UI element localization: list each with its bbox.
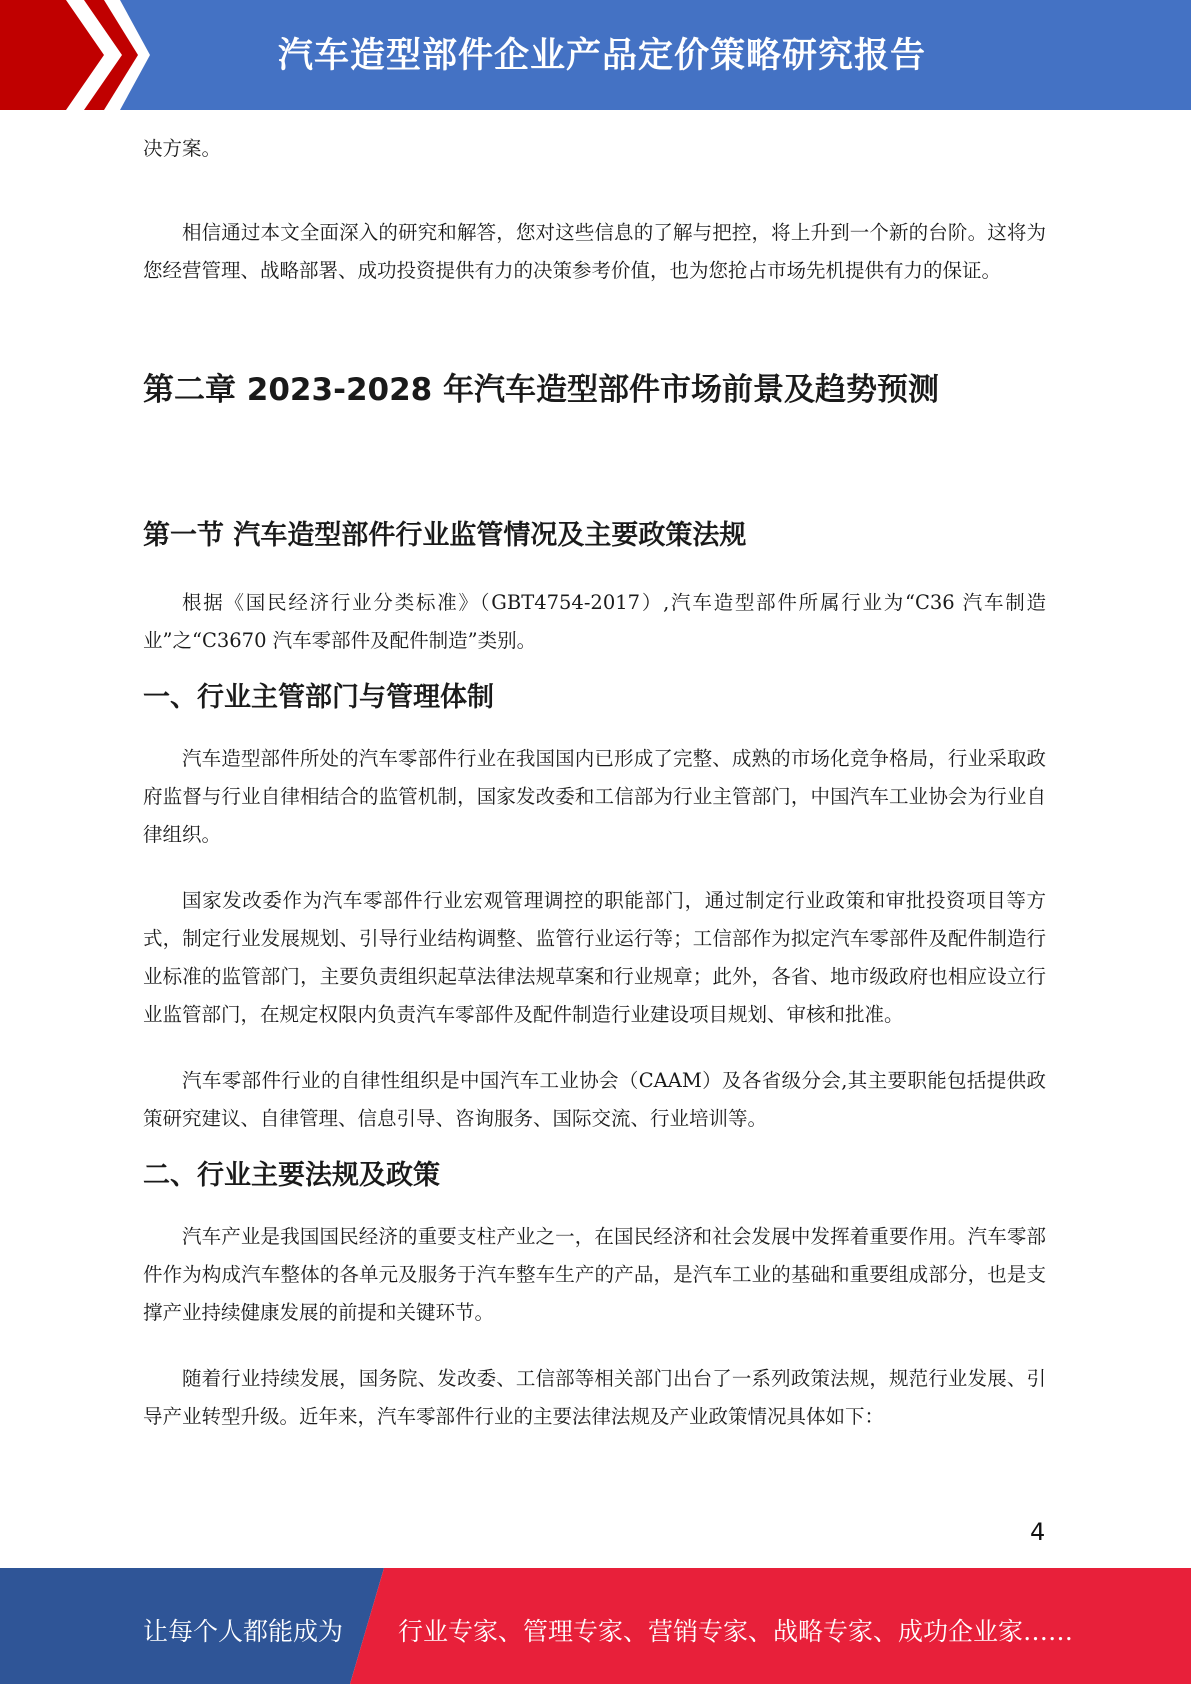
- page-number: 4: [1030, 1518, 1046, 1546]
- classification-paragraph: 根据《国民经济行业分类标准》（GBT4754-2017）,汽车造型部件所属行业为“C36 汽车制造业”之“C3670 汽车零部件及配件制造”类别。: [143, 591, 1046, 652]
- regulation-paragraph-1: 汽车造型部件所处的汽车零部件行业在我国国内已形成了完整、成熟的市场化竞争格局，行业采取政府监督与行业自律相结合的监管机制，国家发改委和工信部为行业主管部门，中国汽车工业协会为行业自律组织。: [143, 747, 1046, 846]
- header-chevron-icon: [0, 0, 160, 110]
- subheading-policies: 二、行业主要法规及政策: [143, 1160, 440, 1191]
- regulation-paragraph-2: 国家发改委作为汽车零部件行业宏观管理调控的职能部门，通过制定行业政策和审批投资项目等方式，制定行业发展规划、引导行业结构调整、监管行业运行等；工信部作为拟定汽车零部件及配件制造行业标准的监管部门，主要负责组织起草法律法规草案和行业规章；此外，各省、地市级政府也相应设立行业监管部门，在规定权限内负责汽车零部件及配件制造行业建设项目规划、审核和批准。: [143, 889, 1046, 1026]
- chapter-title: 第二章 2023-2028 年汽车造型部件市场前景及趋势预测: [143, 372, 940, 408]
- intro-paragraph: 相信通过本文全面深入的研究和解答，您对这些信息的了解与把控，将上升到一个新的台阶。这将为您经营管理、战略部署、成功投资提供有力的决策参考价值，也为您抢占市场先机提供有力的保证。: [143, 221, 1046, 282]
- header-title: 汽车造型部件企业产品定价策略研究报告: [278, 36, 927, 76]
- regulation-paragraph-3: 汽车零部件行业的自律性组织是中国汽车工业协会（CAAM）及各省级分会,其主要职能包括提供政策研究建议、自律管理、信息引导、咨询服务、国际交流、行业培训等。: [143, 1069, 1046, 1130]
- footer-slogan-right: 行业专家、管理专家、营销专家、战略专家、成功企业家……: [398, 1617, 1074, 1646]
- section-title: 第一节 汽车造型部件行业监管情况及主要政策法规: [143, 520, 747, 551]
- footer-slogan-left: 让每个人都能成为: [143, 1617, 344, 1646]
- page-footer-banner: [0, 1568, 1191, 1684]
- policy-paragraph-2: 随着行业持续发展，国务院、发改委、工信部等相关部门出台了一系列政策法规，规范行业发展、引导产业转型升级。近年来，汽车零部件行业的主要法律法规及产业政策情况具体如下：: [143, 1367, 1046, 1428]
- policy-paragraph-1: 汽车产业是我国国民经济的重要支柱产业之一，在国民经济和社会发展中发挥着重要作用。汽车零部件作为构成汽车整体的各单元及服务于汽车整车生产的产品，是汽车工业的基础和重要组成部分，也是支撑产业持续健康发展的前提和关键环节。: [143, 1225, 1046, 1324]
- continued-paragraph: 决方案。: [143, 137, 222, 160]
- subheading-regulators: 一、行业主管部门与管理体制: [143, 682, 494, 713]
- page-content: [143, 130, 1046, 1436]
- page-header-bar: [0, 0, 1191, 110]
